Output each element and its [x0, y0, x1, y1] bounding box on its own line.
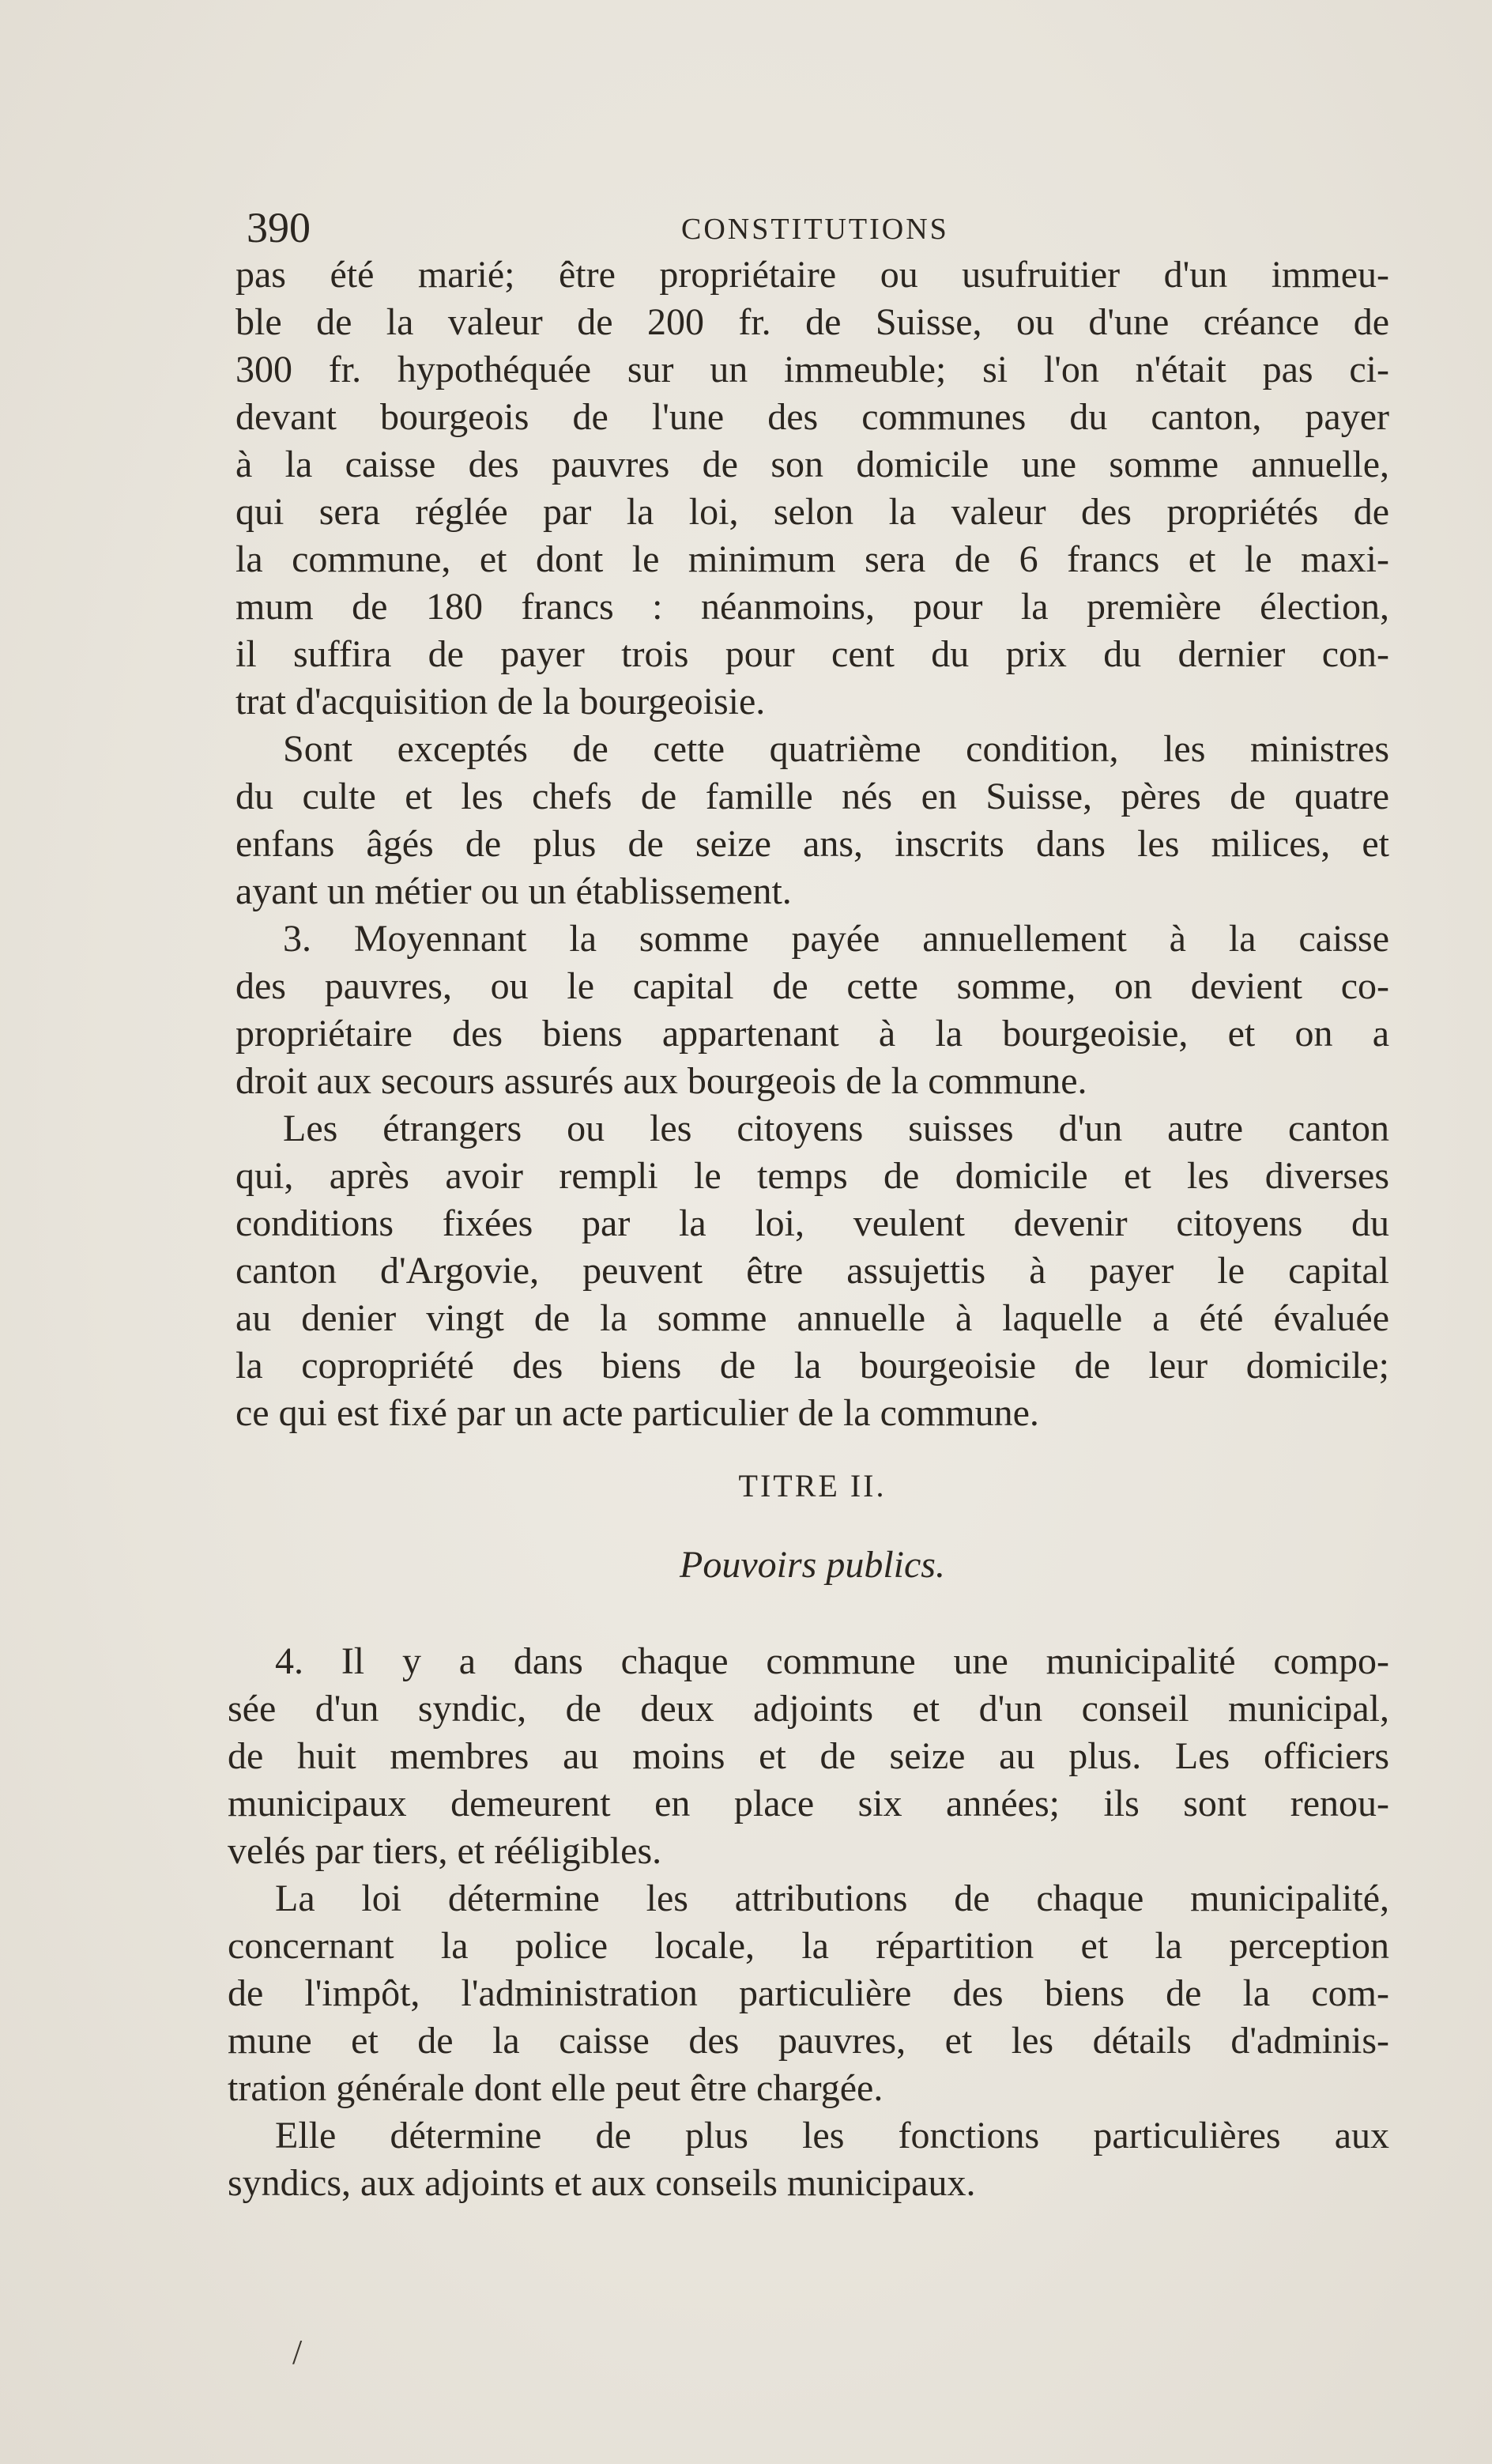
text-line: municipaux demeurent en place six années; ils sont renou- — [228, 1783, 1389, 1824]
text-line: ble de la valeur de 200 fr. de Suisse, ou d'une créance de — [235, 301, 1389, 343]
text-block-continuation — [235, 251, 1389, 1437]
text-line: velés par tiers, et rééligibles. — [228, 1830, 662, 1872]
text-line: 4. Il y a dans chaque commune une municipalité compo- — [275, 1640, 1389, 1682]
text-line: canton d'Argovie, peuvent être assujettis à payer le capital — [235, 1250, 1389, 1292]
text-line: mum de 180 francs : néanmoins, pour la première élection, — [235, 586, 1389, 628]
text-line: concernant la police locale, la répartition et la perception — [228, 1925, 1389, 1967]
text-line: ayant un métier ou un établissement. — [235, 870, 792, 912]
text-line: la copropriété des biens de la bourgeoisie de leur domicile; — [235, 1345, 1389, 1387]
text-line: qui sera réglée par la loi, selon la valeur des propriétés de — [235, 491, 1389, 533]
text-line: tration générale dont elle peut être chargée. — [228, 2067, 884, 2109]
section-heading: TITRE II. — [738, 1468, 887, 1504]
text-line: 3. Moyennant la somme payée annuellement à la caisse — [283, 918, 1389, 960]
text-line: mune et de la caisse des pauvres, et les détails d'adminis- — [228, 2020, 1389, 2062]
section-subtitle: Pouvoirs publics. — [680, 1544, 945, 1586]
text-line: du culte et les chefs de famille nés en Suisse, pères de quatre — [235, 775, 1389, 817]
text-line: syndics, aux adjoints et aux conseils municipaux. — [228, 2162, 976, 2204]
page-header — [247, 204, 1385, 251]
text-line: Les étrangers ou les citoyens suisses d'un autre canton — [283, 1107, 1389, 1149]
text-line: de l'impôt, l'administration particulière des biens de la com- — [228, 1972, 1389, 2014]
text-line: devant bourgeois de l'une des communes du canton, payer — [235, 396, 1389, 438]
text-line: la commune, et dont le minimum sera de 6 francs et le maxi- — [235, 538, 1389, 580]
text-line: trat d'acquisition de la bourgeoisie. — [235, 681, 766, 723]
text-line: ce qui est fixé par un acte particulier de la commune. — [235, 1392, 1039, 1434]
text-block-title-ii — [228, 1638, 1389, 2207]
text-line: des pauvres, ou le capital de cette somme, on devient co- — [235, 965, 1389, 1007]
page-number: 390 — [247, 204, 311, 251]
text-line: à la caisse des pauvres de son domicile une somme annuelle, — [235, 443, 1389, 485]
text-line: qui, après avoir rempli le temps de domicile et les diverses — [235, 1155, 1389, 1197]
text-line: 300 fr. hypothéquée sur un immeuble; si l'on n'était pas ci- — [235, 349, 1389, 391]
text-line: conditions fixées par la loi, veulent devenir citoyens du — [235, 1202, 1389, 1244]
running-head: CONSTITUTIONS — [681, 213, 949, 246]
text-line: Sont exceptés de cette quatrième condition, les ministres — [283, 728, 1389, 770]
text-line: sée d'un syndic, de deux adjoints et d'un conseil municipal, — [228, 1688, 1389, 1730]
text-line: au denier vingt de la somme annuelle à laquelle a été évaluée — [235, 1297, 1389, 1339]
stray-pen-mark: / — [292, 2333, 303, 2372]
text-line: propriétaire des biens appartenant à la bourgeoisie, et on a — [235, 1013, 1389, 1055]
text-line: il suffira de payer trois pour cent du prix du dernier con- — [235, 633, 1389, 675]
text-line: pas été marié; être propriétaire ou usufruitier d'un immeu- — [235, 254, 1389, 296]
text-line: enfans âgés de plus de seize ans, inscrits dans les milices, et — [235, 823, 1389, 865]
text-line: droit aux secours assurés aux bourgeois de la commune. — [235, 1060, 1087, 1102]
text-line: La loi détermine les attributions de chaque municipalité, — [275, 1877, 1389, 1919]
text-line: de huit membres au moins et de seize au plus. Les officiers — [228, 1735, 1389, 1777]
text-line: Elle détermine de plus les fonctions particulières aux — [275, 2115, 1389, 2156]
